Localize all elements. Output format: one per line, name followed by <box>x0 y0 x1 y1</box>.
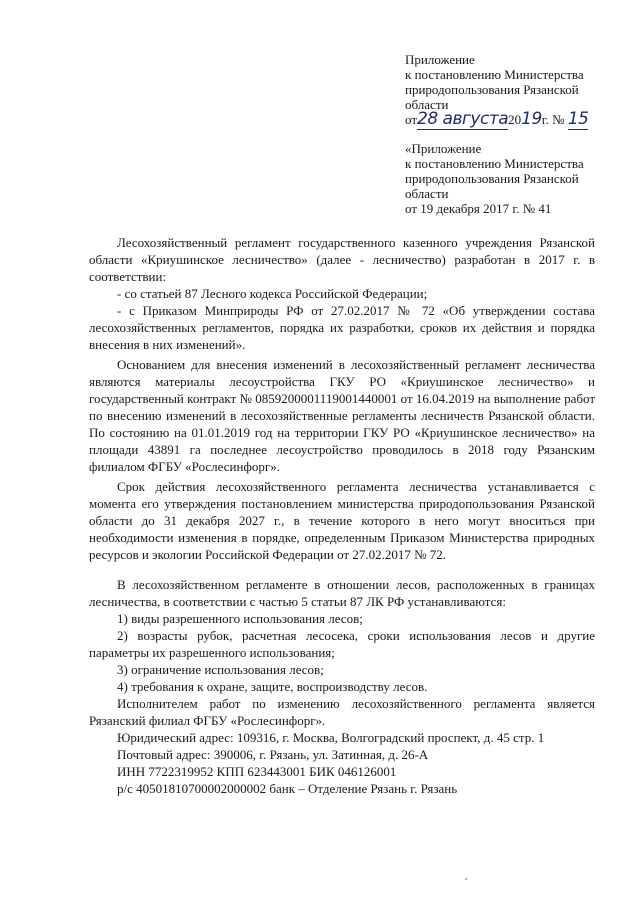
appendix-line: к постановлению Министерства <box>405 156 584 171</box>
date-prefix: от <box>405 112 418 127</box>
list-item: 1) виды разрешенного использования лесов; <box>117 611 363 626</box>
appendix-header-original <box>405 141 584 216</box>
appendix-date: от 19 декабря 2017 г. № 41 <box>405 201 552 216</box>
scan-speck <box>465 878 467 880</box>
paragraph: Лесохозяйственный регламент государственного казенного учреждения Рязанской области «Криушинское лесничество» (далее - лесничество) разработан в 2017 г. в соответствии: <box>89 235 595 284</box>
appendix-line: природопользования Рязанской <box>405 82 579 97</box>
tax-ids: ИНН 7722319952 КПП 623443001 БИК 046126001 <box>117 764 397 779</box>
paragraph: В лесохозяйственном регламенте в отношении лесов, расположенных в границах лесничества, в соответствии с частью 5 статьи 87 ЛК РФ устанавливаются: <box>89 577 595 609</box>
postal-address: Почтовый адрес: 390006, г. Рязань, ул. Затинная, д. 26-А <box>117 747 429 762</box>
number-label: г. № <box>541 112 565 127</box>
handwritten-number: 15 <box>567 109 589 129</box>
list-item: 4) требования к охране, защите, воспроизводству лесов. <box>117 679 428 694</box>
appendix-title: Приложение <box>405 52 475 67</box>
appendix-line: к постановлению Министерства <box>405 67 584 82</box>
appendix-header-current <box>405 52 588 127</box>
legal-address: Юридический адрес: 109316, г. Москва, Волгоградский проспект, д. 45 стр. 1 <box>117 730 545 745</box>
appendix-line: области <box>405 186 449 201</box>
intro-section <box>89 234 595 563</box>
list-item: 2) возрасты рубок, расчетная лесосека, сроки использования лесов и другие параметры их разрешенного использования; <box>89 628 595 660</box>
handwritten-date: 28 августа <box>417 109 509 129</box>
list-item: - со статьей 87 Лесного кодекса Российской Федерации; <box>117 286 428 301</box>
appendix-line: области <box>405 97 449 112</box>
paragraph: Основанием для внесения изменений в лесохозяйственный регламент лесничества являются материалы лесоустройства ГКУ РО «Криушинское лесничество» и государственный контракт № 0859200001119001440001 от 16.04.2019 на выполнение работ по внесению изменений в лесохозяйственные регламенты лесничеств Рязанской области. По состоянию на 01.01.2019 год на территории ГКУ РО «Криушинское лесничество» на площади 43891 га последнее лесоустройство проводилось в 2018 году Рязанским филиалом ФГБУ «Рослесинфорг». <box>89 357 595 474</box>
bank-account: р/с 40501810700002000002 банк – Отделение Рязань г. Рязань <box>117 781 458 796</box>
handwritten-year: 19 <box>521 109 542 129</box>
paragraph: Исполнителем работ по изменению лесохозяйственного регламента является Рязанский филиал ФГБУ «Рослесинфорг». <box>89 696 595 728</box>
appendix-line: природопользования Рязанской <box>405 171 579 186</box>
appendix-title: «Приложение <box>405 141 482 156</box>
appendix-date-line <box>405 109 589 129</box>
year-prefix: 20 <box>508 112 522 127</box>
scope-section <box>89 576 595 797</box>
paragraph: Срок действия лесохозяйственного регламента лесничества устанавливается с момента его утверждения постановлением министерства природопользования Рязанской области до 31 декабря 2027 г., в течение которого в него могут вноситься при необходимости изменения в порядке, определенным Приказом Министерства природных ресурсов и экологии Российской Федерации от 27.02.2017 № 72. <box>89 479 595 562</box>
list-item: - с Приказом Минприроды РФ от 27.02.2017 № 72 «Об утверждении состава лесохозяйственных регламентов, порядка их разработки, сроков их действия и порядка внесения в них изменений». <box>89 303 595 352</box>
list-item: 3) ограничение использования лесов; <box>117 662 324 677</box>
